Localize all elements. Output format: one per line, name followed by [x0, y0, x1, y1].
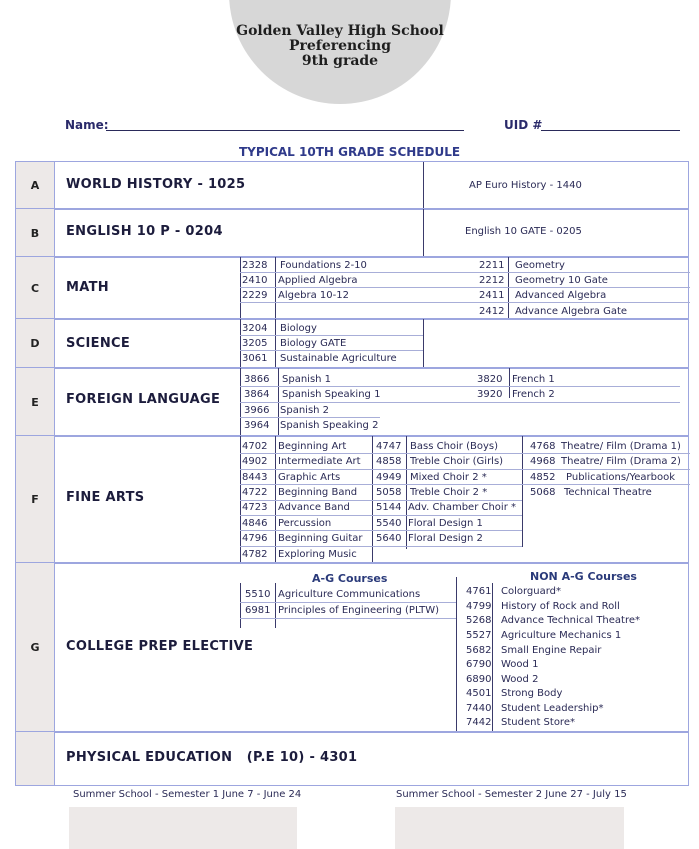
row-letter: D — [16, 319, 55, 368]
summer-semester-2-box[interactable] — [395, 807, 624, 849]
row-letter: C — [16, 257, 55, 319]
course-name: Sustainable Agriculture — [280, 353, 397, 364]
course-code: 4702 — [242, 441, 268, 452]
course-name: Adv. Chamber Choir * — [408, 502, 516, 513]
course-code: 4852 — [530, 472, 556, 483]
rule — [240, 530, 522, 531]
course-code: 5144 — [376, 502, 402, 513]
rule — [240, 350, 423, 351]
course-name: Small Engine Repair — [501, 645, 602, 656]
course-code: 2229 — [242, 290, 268, 301]
subject-foreign-language: FOREIGN LANGUAGE — [66, 392, 221, 407]
course-code: 3204 — [242, 323, 268, 334]
course-code: 2212 — [479, 275, 505, 286]
course-name: Theatre/ Film (Drama 1) — [561, 441, 681, 452]
rule — [240, 302, 690, 303]
course-name: Wood 2 — [501, 674, 539, 685]
course-name: Agriculture Mechanics 1 — [501, 630, 622, 641]
course-name: Applied Algebra — [278, 275, 358, 286]
divider — [508, 257, 509, 319]
rule — [240, 453, 690, 454]
course-name: Biology GATE — [280, 338, 347, 349]
course-code: 6890 — [466, 674, 492, 685]
course-code: 3866 — [244, 374, 270, 385]
course-code: 3964 — [244, 420, 270, 431]
course-code: 4968 — [530, 456, 556, 467]
divider — [275, 319, 276, 368]
course-name: Advance Algebra Gate — [515, 306, 628, 317]
course-code: 7442 — [466, 717, 492, 728]
rule — [240, 272, 690, 273]
course-name: Spanish Speaking 1 — [282, 389, 381, 400]
course-code: 4799 — [466, 601, 492, 612]
course-name: Beginning Art — [278, 441, 347, 452]
course-name: Publications/Yearbook — [566, 472, 676, 483]
course-code: 4902 — [242, 456, 268, 467]
subject-college-prep-elective: COLLEGE PREP ELECTIVE — [66, 639, 254, 654]
course-code: 4761 — [466, 586, 492, 597]
course-name: Beginning Guitar — [278, 533, 363, 544]
course-name: Colorguard* — [501, 586, 562, 597]
divider — [240, 319, 241, 368]
course-name: Floral Design 1 — [408, 518, 483, 529]
course-code: 3205 — [242, 338, 268, 349]
course-name: Mixed Choir 2 * — [410, 472, 487, 483]
divider — [240, 257, 241, 319]
course-code: 5068 — [530, 487, 556, 498]
course-code: 7440 — [466, 703, 492, 714]
course-name: Advance Band — [278, 502, 350, 513]
subject-physical-education: PHYSICAL EDUCATION (P.E 10) - 4301 — [66, 750, 358, 765]
course-name: Advanced Algebra — [515, 290, 607, 301]
course-name: Foundations 2-10 — [280, 260, 367, 271]
schedule-title: TYPICAL 10TH GRADE SCHEDULE — [238, 145, 461, 159]
divider — [423, 209, 424, 257]
divider — [423, 162, 424, 209]
row-a — [15, 161, 689, 210]
row-g — [15, 562, 689, 733]
rule — [240, 386, 680, 387]
rule — [240, 602, 456, 603]
rule — [240, 469, 690, 470]
row-e — [15, 367, 689, 437]
subject-science: SCIENCE — [66, 336, 131, 351]
divider — [456, 577, 457, 732]
summer-semester-1-box[interactable] — [69, 807, 297, 849]
uid-label: UID # — [504, 118, 543, 132]
rule — [240, 500, 522, 501]
divider — [275, 257, 276, 319]
course-name: Student Store* — [501, 717, 575, 728]
course-name: Algebra 10-12 — [278, 290, 349, 301]
row-letter: A — [16, 162, 55, 209]
course-code: 4723 — [242, 502, 268, 513]
course-name: Spanish 1 — [282, 374, 332, 385]
course-code: 4796 — [242, 533, 268, 544]
course-name: Technical Theatre — [564, 487, 652, 498]
course-code: 5058 — [376, 487, 402, 498]
course-name: Percussion — [278, 518, 332, 529]
course-name: Principles of Engineering (PLTW) — [278, 605, 440, 616]
rule — [240, 402, 680, 403]
course-code: 2412 — [479, 306, 505, 317]
course-code: 5268 — [466, 615, 492, 626]
course-code: 5527 — [466, 630, 492, 641]
course-code: 2410 — [242, 275, 268, 286]
course-name: Geometry 10 Gate — [515, 275, 608, 286]
course-code: 4782 — [242, 549, 268, 560]
course-code: 6790 — [466, 659, 492, 670]
ag-courses-header: A-G Courses — [312, 572, 388, 585]
course-name: Bass Choir (Boys) — [410, 441, 499, 452]
row-letter: G — [16, 563, 55, 732]
divider — [492, 583, 493, 732]
course-name: Intermediate Art — [278, 456, 361, 467]
course-name: Agriculture Communications — [278, 589, 421, 600]
course-code: 5540 — [376, 518, 402, 529]
course-name: Biology — [280, 323, 317, 334]
course-code: 3864 — [244, 389, 270, 400]
row-b — [15, 208, 689, 258]
rule — [240, 335, 423, 336]
rule — [240, 417, 380, 418]
rule — [240, 484, 690, 485]
form-subtitle: Preferencing — [288, 38, 391, 54]
rule — [240, 546, 522, 547]
course-code: 5510 — [245, 589, 271, 600]
course-name: French 1 — [512, 374, 555, 385]
course-name: Geometry — [515, 260, 565, 271]
alt-course: English 10 GATE - 0205 — [465, 226, 582, 237]
course-name: Spanish Speaking 2 — [280, 420, 379, 431]
course-code: 4768 — [530, 441, 556, 452]
alt-course: AP Euro History - 1440 — [469, 180, 582, 191]
course-code: 2411 — [479, 290, 505, 301]
rule — [240, 287, 690, 288]
row-c — [15, 256, 689, 320]
course-code: 5682 — [466, 645, 492, 656]
course-code: 6981 — [245, 605, 271, 616]
row-f — [15, 435, 689, 564]
summer-semester-1-label: Summer School - Semester 1 June 7 - June 24 — [73, 789, 302, 800]
course-code: 3920 — [477, 389, 503, 400]
course-code: 4858 — [376, 456, 402, 467]
name-label: Name: — [65, 118, 109, 132]
row-letter: F — [16, 436, 55, 563]
course-code: 3966 — [244, 405, 270, 416]
course-name: Beginning Band — [278, 487, 358, 498]
course-name: Treble Choir (Girls) — [410, 456, 504, 467]
course-code: 4722 — [242, 487, 268, 498]
course-name: History of Rock and Roll — [501, 601, 620, 612]
course-code: 4501 — [466, 688, 492, 699]
divider — [509, 368, 510, 398]
row-letter: B — [16, 209, 55, 257]
summer-semester-2-label: Summer School - Semester 2 June 27 - July 15 — [396, 789, 627, 800]
rule — [240, 515, 522, 516]
row-d — [15, 318, 689, 369]
row-pe — [15, 731, 689, 786]
course-code: 4949 — [376, 472, 402, 483]
non-ag-courses-header: NON A-G Courses — [530, 570, 637, 583]
course-name: Wood 1 — [501, 659, 539, 670]
divider — [423, 319, 424, 368]
subject-math: MATH — [66, 280, 109, 295]
course-name: Exploring Music — [278, 549, 357, 560]
grade-level: 9th grade — [301, 53, 379, 69]
name-field[interactable] — [106, 130, 464, 131]
uid-field[interactable] — [541, 130, 680, 131]
course-code: 4747 — [376, 441, 402, 452]
course-code: 3061 — [242, 353, 268, 364]
course-name: Floral Design 2 — [408, 533, 483, 544]
course-code: 4846 — [242, 518, 268, 529]
course-name: Advance Technical Theatre* — [501, 615, 641, 626]
course-name: Spanish 2 — [280, 405, 330, 416]
subject-fine-arts: FINE ARTS — [66, 490, 145, 505]
course-name: Treble Choir 2 * — [410, 487, 488, 498]
course-name: Student Leadership* — [501, 703, 604, 714]
course-code: 3820 — [477, 374, 503, 385]
course-name: Graphic Arts — [278, 472, 341, 483]
course-code: 5640 — [376, 533, 402, 544]
course-code: 2328 — [242, 260, 268, 271]
course-name: Theatre/ Film (Drama 2) — [561, 456, 681, 467]
divider — [275, 583, 276, 628]
row-letter — [16, 732, 55, 785]
course-name: Strong Body — [501, 688, 563, 699]
course-name: French 2 — [512, 389, 555, 400]
divider — [240, 583, 241, 628]
school-name: Golden Valley High School — [236, 23, 444, 39]
course-code: 2211 — [479, 260, 505, 271]
course-code: 8443 — [242, 472, 268, 483]
rule — [240, 618, 456, 619]
row-letter: E — [16, 368, 55, 436]
subject-english: ENGLISH 10 P - 0204 — [66, 224, 223, 239]
subject-world-history: WORLD HISTORY - 1025 — [66, 177, 246, 192]
